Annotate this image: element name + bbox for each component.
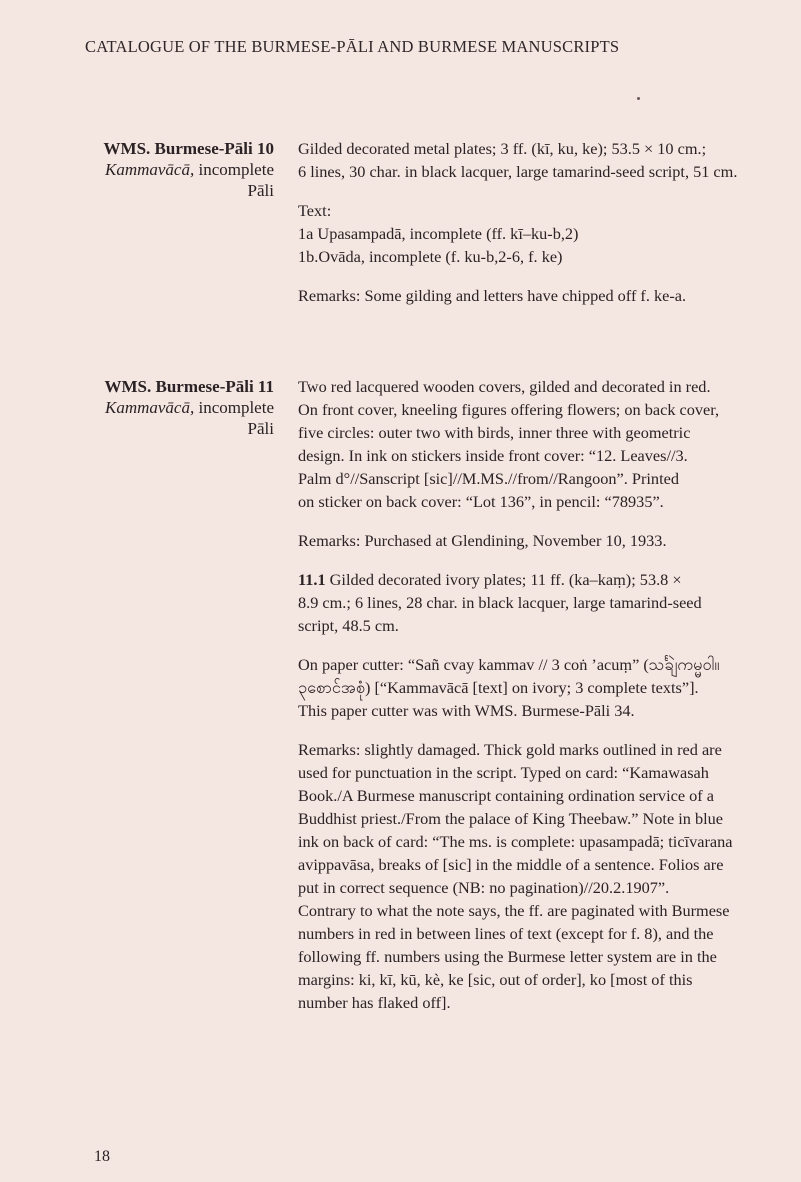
entry-remarks: Remarks: Purchased at Glendining, November 10, 1933. bbox=[298, 531, 667, 550]
entry-title-rest: incomplete bbox=[194, 398, 274, 417]
entry-heading-10 bbox=[104, 138, 274, 201]
entry-title: Kammavācā, bbox=[104, 398, 195, 417]
entry-description: Gilded decorated metal plates; 3 ff. (kī, ku, ke); 53.5 × 10 cm.; 6 lines, 30 char. in black lacquer, large tamarind-seed script, 51 cm. bbox=[298, 139, 738, 181]
entry-heading-11 bbox=[104, 376, 274, 439]
entry-text-heading: Text: bbox=[298, 201, 332, 220]
entry-language: Pāli bbox=[247, 419, 274, 438]
paper-cutter-note: On paper cutter: “Sañ cvay kammav // 3 coṅ ’acuṃ” (သင်္ချဲကမ္မဝါ။ ၃စောင်အစုံ) [“Kammavācā [text] on ivory; 3 complete texts”]. This paper cutter was with WMS. Burmese-Pāli 34. bbox=[298, 655, 720, 720]
entry-id: WMS. Burmese-Pāli 10 bbox=[103, 139, 274, 158]
entry-text-line: 1b.Ovāda, incomplete (f. ku-b,2-6, f. ke) bbox=[298, 247, 563, 266]
entry-body-11 bbox=[298, 375, 768, 1014]
entry-remarks: Remarks: Some gilding and letters have chipped off f. ke-a. bbox=[298, 286, 687, 305]
paper-speck bbox=[637, 97, 640, 100]
sub-entry-description: Gilded decorated ivory plates; 11 ff. (ka–kaṃ); 53.8 × 8.9 cm.; 6 lines, 28 char. in black lacquer, large tamarind-seed script, 48.5 cm. bbox=[298, 570, 702, 635]
entry-title: Kammavācā, bbox=[104, 160, 195, 179]
entry-description: Two red lacquered wooden covers, gilded and decorated in red. On front cover, kneeling figures offering flowers; on back cover, five circles: outer two with birds, inner three with geometric design. In ink on stickers inside front cover: “12. Leaves//3. Palm d°//Sanscript [sic]//M.MS.//from//Rangoon”. Printed on sticker on back cover: “Lot 136”, in pencil: “78935”. bbox=[298, 377, 720, 511]
page-number: 18 bbox=[94, 1148, 110, 1165]
entry-id: WMS. Burmese-Pāli 11 bbox=[104, 377, 274, 396]
running-head: CATALOGUE OF THE BURMESE-PĀLI AND BURMESE MANUSCRIPTS bbox=[85, 37, 620, 56]
sub-entry-number: 11.1 bbox=[298, 570, 326, 589]
sub-entry-remarks: Remarks: slightly damaged. Thick gold marks outlined in red are used for punctuation in the script. Typed on card: “Kamawasah Book./A Burmese manuscript containing ordination service of a Buddhist priest./From the palace of King Theebaw.” Note in blue ink on back of card: “The ms. is complete: upasampadā; ticīvarana avippavāsa, breaks of [sic] in the middle of a sentence. Folios are put in correct sequence (NB: no pagination)//20.2.1907”. Contrary to what the note says, the ff. are paginated with Burmese numbers in red in between lines of text (except for f. 8), and the following ff. numbers using the Burmese letter system are in the margins: ki, kī, kū, kè, ke [sic, out of order], ko [most of this number has flaked off]. bbox=[298, 740, 733, 1012]
entry-body-10 bbox=[298, 137, 768, 307]
entry-language: Pāli bbox=[247, 181, 274, 200]
entry-title-rest: incomplete bbox=[194, 160, 274, 179]
entry-text-line: 1a Upasampadā, incomplete (ff. kī–ku-b,2) bbox=[298, 224, 579, 243]
